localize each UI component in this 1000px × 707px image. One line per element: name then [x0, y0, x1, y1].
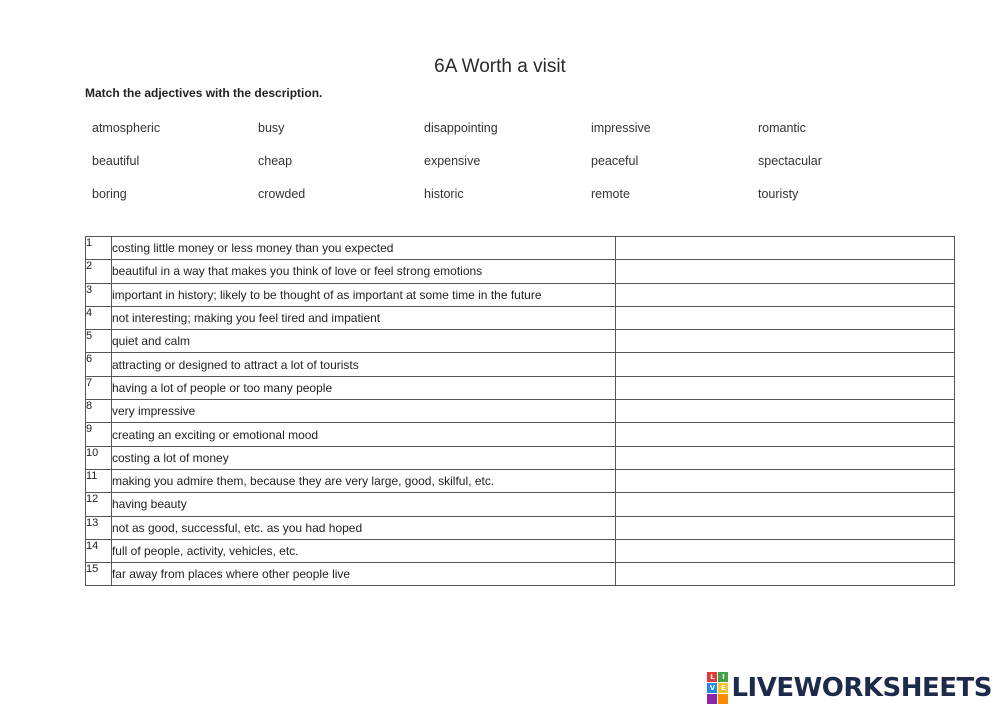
word-bank-item: boring [92, 187, 127, 201]
table-row [86, 539, 955, 562]
table-row [86, 353, 955, 376]
answer-cell [616, 237, 955, 260]
row-number: 8 [86, 400, 112, 423]
row-number: 10 [86, 446, 112, 469]
row-description: having beauty [111, 493, 615, 516]
table-row [86, 423, 955, 446]
answer-input[interactable] [616, 470, 954, 492]
row-number: 11 [86, 469, 112, 492]
table-row [86, 469, 955, 492]
table-row [86, 516, 955, 539]
word-bank-item: spectacular [758, 154, 822, 168]
row-number: 5 [86, 330, 112, 353]
word-bank-item: beautiful [92, 154, 140, 168]
answer-cell [616, 260, 955, 283]
answer-cell [616, 283, 955, 306]
word-bank-item: busy [258, 121, 285, 135]
table-row [86, 376, 955, 399]
logo-block [718, 694, 728, 704]
row-description: important in history; likely to be thought of as important at some time in the future [111, 283, 615, 306]
row-number: 13 [86, 516, 112, 539]
answer-input[interactable] [616, 540, 954, 562]
word-bank-item: impressive [591, 121, 651, 135]
answer-cell [616, 353, 955, 376]
word-bank-item: touristy [758, 187, 799, 201]
word-bank-item: peaceful [591, 154, 639, 168]
word-bank-item: historic [424, 187, 464, 201]
row-description: having a lot of people or too many people [111, 376, 615, 399]
row-number: 3 [86, 283, 112, 306]
table-row [86, 260, 955, 283]
row-number: 14 [86, 539, 112, 562]
logo-block: E [718, 683, 728, 693]
row-description: full of people, activity, vehicles, etc. [111, 539, 615, 562]
row-description: not as good, successful, etc. as you had hoped [111, 516, 615, 539]
table-row [86, 330, 955, 353]
logo-block: L [707, 672, 717, 682]
row-description: costing a lot of money [111, 446, 615, 469]
answer-cell [616, 306, 955, 329]
word-bank-item: expensive [424, 154, 481, 168]
row-description: making you admire them, because they are very large, good, skilful, etc. [111, 469, 615, 492]
answer-input[interactable] [616, 307, 954, 329]
row-number: 7 [86, 376, 112, 399]
table-row [86, 446, 955, 469]
word-bank-item: romantic [758, 121, 806, 135]
logo-block [707, 694, 717, 704]
answer-cell [616, 400, 955, 423]
row-description: quiet and calm [111, 330, 615, 353]
table-row [86, 283, 955, 306]
word-bank-item: remote [591, 187, 630, 201]
logo-block: I [718, 672, 728, 682]
liveworksheets-logo [707, 672, 992, 704]
answer-cell [616, 516, 955, 539]
brand-name: LIVEWORKSHEETS [731, 673, 992, 703]
answer-input[interactable] [616, 237, 954, 259]
row-number: 1 [86, 237, 112, 260]
answer-input[interactable] [616, 330, 954, 352]
logo-blocks-icon [707, 672, 728, 704]
row-description: beautiful in a way that makes you think of love or feel strong emotions [111, 260, 615, 283]
answer-cell [616, 423, 955, 446]
answer-cell [616, 330, 955, 353]
answer-input[interactable] [616, 424, 954, 446]
row-number: 4 [86, 306, 112, 329]
row-description: not interesting; making you feel tired and impatient [111, 306, 615, 329]
row-description: attracting or designed to attract a lot of tourists [111, 353, 615, 376]
instruction-text: Match the adjectives with the description. [85, 86, 323, 100]
row-number: 9 [86, 423, 112, 446]
row-description: very impressive [111, 400, 615, 423]
word-bank-item: crowded [258, 187, 306, 201]
answer-input[interactable] [616, 517, 954, 539]
answer-cell [616, 446, 955, 469]
logo-block: V [707, 683, 717, 693]
row-description: far away from places where other people live [111, 563, 615, 586]
table-row [86, 493, 955, 516]
row-description: creating an exciting or emotional mood [111, 423, 615, 446]
answer-input[interactable] [616, 447, 954, 469]
table-row [86, 563, 955, 586]
word-bank-item: disappointing [424, 121, 498, 135]
table-row [86, 400, 955, 423]
answer-cell [616, 539, 955, 562]
row-description: costing little money or less money than you expected [111, 237, 615, 260]
answer-input[interactable] [616, 493, 954, 515]
answer-input[interactable] [616, 563, 954, 585]
worksheet-title: 6A Worth a visit [434, 56, 566, 77]
definitions-table [85, 236, 955, 586]
answer-input[interactable] [616, 400, 954, 422]
answer-cell [616, 493, 955, 516]
answer-cell [616, 469, 955, 492]
row-number: 12 [86, 493, 112, 516]
word-bank-item: atmospheric [92, 121, 161, 135]
answer-input[interactable] [616, 354, 954, 376]
table-row [86, 237, 955, 260]
table-row [86, 306, 955, 329]
row-number: 6 [86, 353, 112, 376]
answer-input[interactable] [616, 260, 954, 282]
word-bank [92, 118, 932, 217]
row-number: 2 [86, 260, 112, 283]
answer-input[interactable] [616, 284, 954, 306]
answer-cell [616, 563, 955, 586]
word-bank-item: cheap [258, 154, 293, 168]
answer-cell [616, 376, 955, 399]
answer-input[interactable] [616, 377, 954, 399]
row-number: 15 [86, 563, 112, 586]
